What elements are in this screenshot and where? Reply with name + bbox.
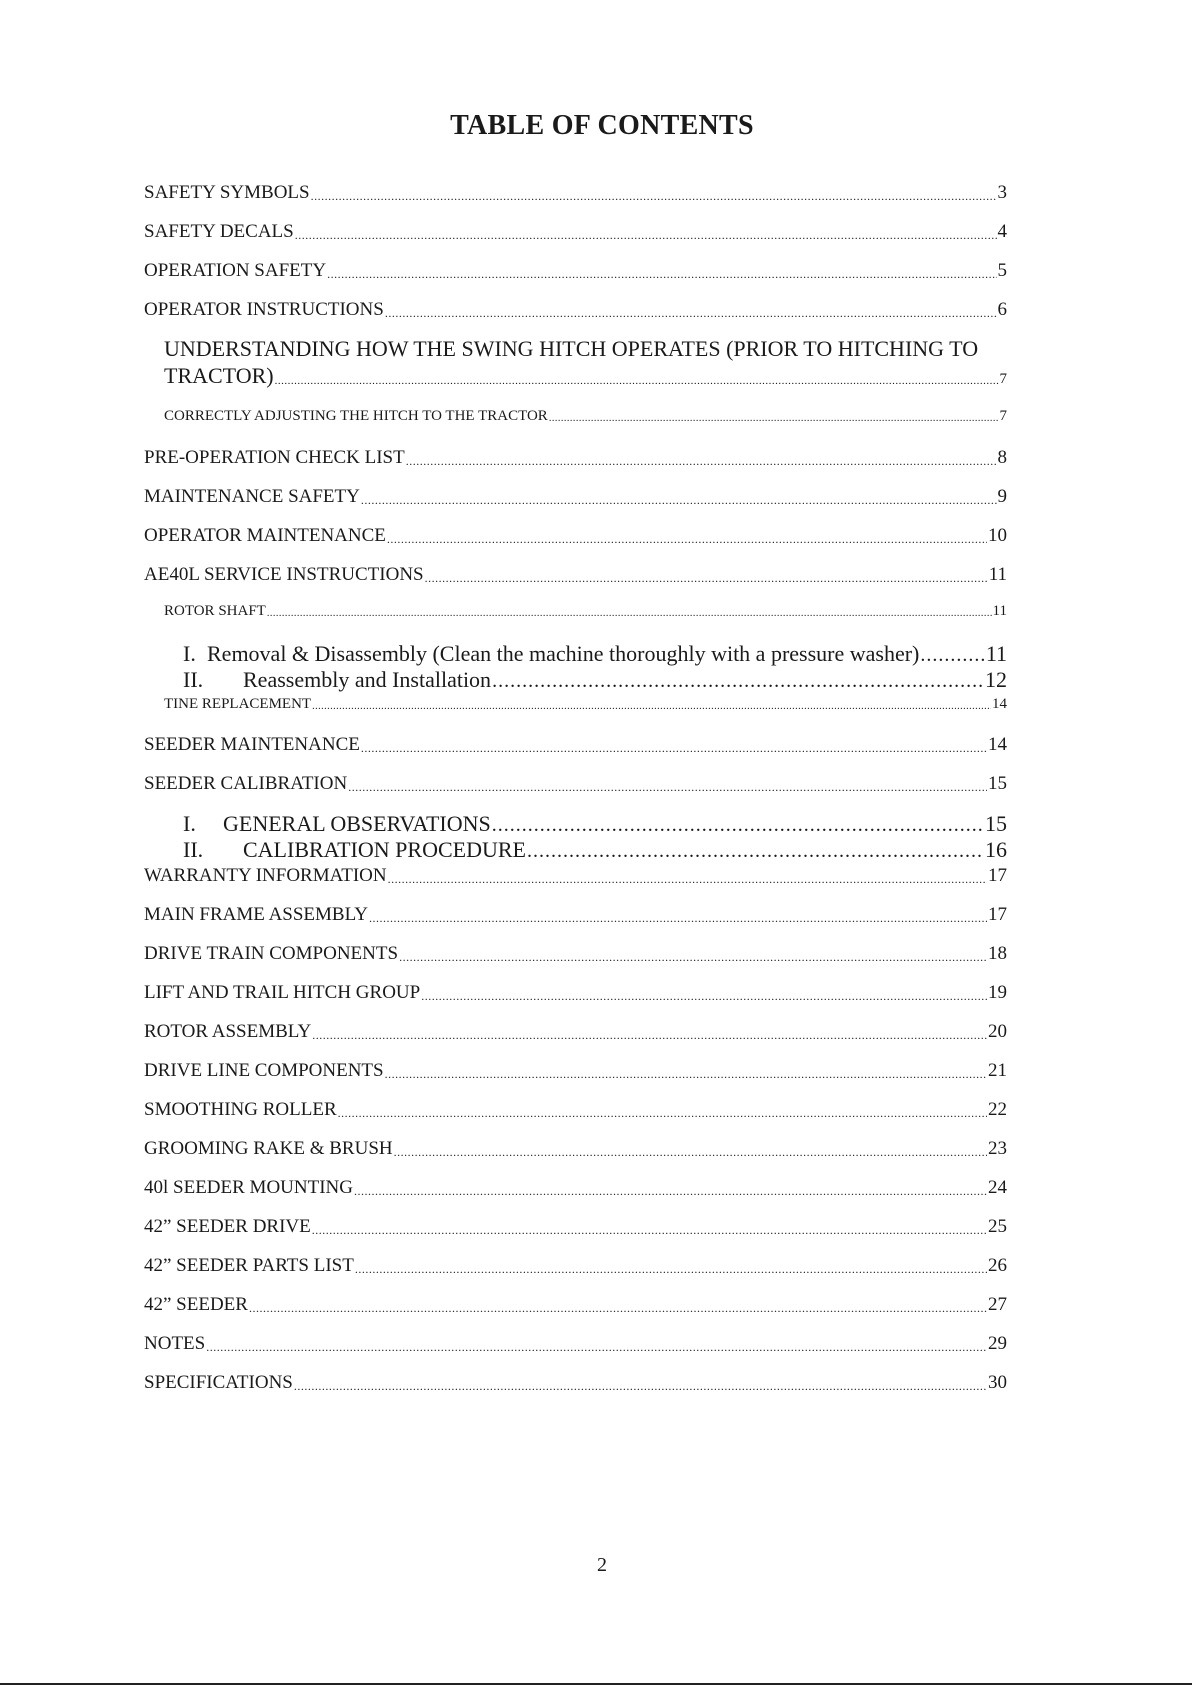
- toc-entry-swing-hitch[interactable]: [164, 365, 1007, 387]
- toc-entry-tine-replacement[interactable]: [164, 697, 1007, 712]
- toc-entry-adjusting-hitch[interactable]: [164, 409, 1007, 424]
- toc-entry-label: TRACTOR): [164, 363, 274, 388]
- dot-leader: [206, 1341, 987, 1353]
- toc-entry-label: WARRANTY INFORMATION: [144, 865, 387, 886]
- toc-entry-text: CALIBRATION PROCEDURE: [243, 837, 526, 862]
- toc-entry-safety-symbols[interactable]: [144, 183, 1007, 202]
- toc-entry-page: 25: [988, 1216, 1007, 1237]
- toc-entry-page: 5: [997, 260, 1007, 281]
- dot-leader: [294, 1380, 987, 1392]
- toc-entry-label: OPERATOR INSTRUCTIONS: [144, 299, 384, 320]
- dot-leader: [267, 609, 992, 619]
- toc-entry-page: 21: [988, 1060, 1007, 1081]
- toc-entry-label: CORRECTLY ADJUSTING THE HITCH TO THE TRACTOR: [164, 408, 548, 424]
- toc-entry-label: [183, 669, 491, 691]
- toc-entry-text: Reassembly and Installation: [243, 667, 492, 692]
- dot-leader: [492, 815, 984, 835]
- page-title: TABLE OF CONTENTS: [450, 110, 754, 141]
- toc-entry-page: 6: [997, 299, 1007, 320]
- toc-entry-rotor-assembly[interactable]: [144, 1022, 1007, 1041]
- toc-entry-label: DRIVE LINE COMPONENTS: [144, 1060, 384, 1081]
- dot-leader: [425, 572, 988, 584]
- dot-leader: [311, 190, 997, 202]
- toc-entry-label: SEEDER CALIBRATION: [144, 773, 348, 794]
- toc-entry-text: Removal & Disassembly (Clean the machine thoroughly with a pressure washer): [207, 641, 920, 666]
- toc-entry-seeder-mounting[interactable]: [144, 1178, 1007, 1197]
- toc-entry-lift-trail-hitch[interactable]: [144, 983, 1007, 1002]
- toc-entry-notes[interactable]: [144, 1334, 1007, 1353]
- dot-leader: [406, 455, 997, 467]
- toc-entry-seeder-maintenance[interactable]: [144, 735, 1007, 754]
- toc-entry-label: ROTOR SHAFT: [164, 603, 266, 619]
- dot-leader: [327, 268, 996, 280]
- dot-leader: [312, 1029, 987, 1041]
- roman-numeral: II.: [183, 837, 204, 862]
- toc-entry-page: 27: [988, 1294, 1007, 1315]
- dot-leader: [385, 1068, 987, 1080]
- dot-leader: [348, 781, 987, 793]
- toc-entry-page: 17: [988, 904, 1007, 925]
- toc-entry-page: 15: [988, 773, 1007, 794]
- toc-entry-page: 26: [988, 1255, 1007, 1276]
- dot-leader: [492, 671, 984, 691]
- toc-entry-grooming-rake[interactable]: [144, 1139, 1007, 1158]
- toc-entry-swing-hitch-line1[interactable]: UNDERSTANDING HOW THE SWING HITCH OPERATES (PRIOR TO HITCHING TO: [164, 336, 979, 361]
- toc-entry-page: 18: [988, 943, 1007, 964]
- toc-entry-label: TINE REPLACEMENT: [164, 696, 312, 712]
- page-number: 2: [597, 1554, 607, 1576]
- toc-entry-safety-decals[interactable]: [144, 222, 1007, 241]
- toc-entry-page: 16: [985, 837, 1007, 862]
- toc-entry-page: 3: [997, 182, 1007, 203]
- toc-entry-page: 4: [997, 221, 1007, 242]
- toc-entry-label: MAINTENANCE SAFETY: [144, 486, 360, 507]
- toc-entry-general-observations[interactable]: [183, 813, 1007, 835]
- toc-entry-page: 22: [988, 1099, 1007, 1120]
- toc-entry-main-frame-assembly[interactable]: [144, 905, 1007, 924]
- toc-entry-operation-safety[interactable]: [144, 261, 1007, 280]
- toc-entry-label: OPERATION SAFETY: [144, 260, 327, 281]
- toc-entry-seeder[interactable]: [144, 1295, 1007, 1314]
- toc-entry-label: 42” SEEDER DRIVE: [144, 1216, 311, 1237]
- dot-leader: [361, 742, 987, 754]
- dot-leader: [312, 1224, 987, 1236]
- toc-entry-page: 10: [988, 525, 1007, 546]
- toc-entry-calibration-procedure[interactable]: [183, 839, 1007, 861]
- toc-entry-page: 15: [985, 811, 1007, 836]
- toc-entry-label: SEEDER MAINTENANCE: [144, 734, 360, 755]
- dot-leader: [385, 307, 997, 319]
- toc-entry-label: OPERATOR MAINTENANCE: [144, 525, 386, 546]
- toc-entry-label: [183, 839, 526, 861]
- dot-leader: [920, 645, 984, 665]
- toc-entry-drive-line-components[interactable]: [144, 1061, 1007, 1080]
- toc-entry-page: 8: [997, 447, 1007, 468]
- toc-entry-pre-operation-checklist[interactable]: [144, 448, 1007, 467]
- toc-entry-label: 42” SEEDER: [144, 1294, 248, 1315]
- toc-entry-page: 7: [999, 371, 1007, 387]
- toc-entry-label: ROTOR ASSEMBLY: [144, 1021, 312, 1042]
- toc-entry-maintenance-safety[interactable]: [144, 487, 1007, 506]
- toc-entry-page: 9: [997, 486, 1007, 507]
- dot-leader: [249, 1302, 987, 1314]
- toc-entry-page: 19: [988, 982, 1007, 1003]
- dot-leader: [369, 912, 987, 924]
- toc-entry-operator-maintenance[interactable]: [144, 526, 1007, 545]
- roman-numeral: I.: [183, 811, 196, 836]
- toc-entry-label: SAFETY SYMBOLS: [144, 182, 310, 203]
- toc-entry-operator-instructions[interactable]: [144, 300, 1007, 319]
- toc-entry-reassembly[interactable]: [183, 669, 1007, 691]
- toc-entry-page: 17: [988, 865, 1007, 886]
- dot-leader: [421, 990, 987, 1002]
- toc-entry-page: 29: [988, 1333, 1007, 1354]
- toc-entry-page: 7: [999, 408, 1007, 424]
- dot-leader: [355, 1263, 987, 1275]
- toc-entry-page: 24: [988, 1177, 1007, 1198]
- dot-leader: [338, 1107, 987, 1119]
- toc-entry-page: 11: [985, 641, 1007, 666]
- toc-entry-smoothing-roller[interactable]: [144, 1100, 1007, 1119]
- toc-entry-label: [183, 813, 491, 835]
- dot-leader: [354, 1185, 987, 1197]
- toc-entry-page: 30: [988, 1372, 1007, 1393]
- toc-entry-label: SAFETY DECALS: [144, 221, 294, 242]
- dot-leader: [295, 229, 997, 241]
- dot-leader: [527, 841, 984, 861]
- dot-leader: [387, 533, 987, 545]
- toc-entry-warranty-information[interactable]: [144, 866, 1007, 885]
- dot-leader: [275, 376, 999, 387]
- toc-entry-label: DRIVE TRAIN COMPONENTS: [144, 943, 399, 964]
- toc-entry-page: 20: [988, 1021, 1007, 1042]
- toc-entry-rotor-shaft[interactable]: [164, 604, 1007, 619]
- roman-numeral: II.: [183, 667, 204, 692]
- dot-leader: [388, 873, 987, 885]
- toc-entry-label: 40l SEEDER MOUNTING: [144, 1177, 353, 1198]
- toc-entry-label: [183, 643, 919, 665]
- toc-entry-page: 11: [992, 603, 1007, 619]
- toc-entry-page: 14: [992, 696, 1007, 712]
- toc-entry-label: SMOOTHING ROLLER: [144, 1099, 337, 1120]
- dot-leader: [394, 1146, 987, 1158]
- toc-entry-label: GROOMING RAKE & BRUSH: [144, 1138, 393, 1159]
- toc-entry-removal-disassembly[interactable]: [183, 643, 1007, 665]
- toc-entry-page: 11: [988, 564, 1007, 585]
- toc-entry-label: MAIN FRAME ASSEMBLY: [144, 904, 369, 925]
- toc-entry-specifications[interactable]: [144, 1373, 1007, 1392]
- toc-entry-seeder-drive[interactable]: [144, 1217, 1007, 1236]
- toc-entry-drive-train-components[interactable]: [144, 944, 1007, 963]
- toc-entry-page: 14: [988, 734, 1007, 755]
- toc-entry-label: LIFT AND TRAIL HITCH GROUP: [144, 982, 421, 1003]
- dot-leader: [399, 951, 987, 963]
- toc-entry-label: AE40L SERVICE INSTRUCTIONS: [144, 564, 424, 585]
- dot-leader: [549, 414, 999, 424]
- toc-entry-label: 42” SEEDER PARTS LIST: [144, 1255, 354, 1276]
- roman-numeral: I.: [183, 641, 196, 666]
- dot-leader: [312, 702, 991, 712]
- dot-leader: [361, 494, 997, 506]
- toc-entry-seeder-parts-list[interactable]: [144, 1256, 1007, 1275]
- toc-entry-label: NOTES: [144, 1333, 206, 1354]
- toc-entry-service-instructions[interactable]: [144, 565, 1007, 584]
- toc-entry-text: GENERAL OBSERVATIONS: [223, 811, 491, 836]
- toc-entry-page: 12: [985, 667, 1007, 692]
- toc-entry-label: SPECIFICATIONS: [144, 1372, 293, 1393]
- toc-entry-page: 23: [988, 1138, 1007, 1159]
- toc-entry-label: PRE-OPERATION CHECK LIST: [144, 447, 405, 468]
- toc-entry-seeder-calibration[interactable]: [144, 774, 1007, 793]
